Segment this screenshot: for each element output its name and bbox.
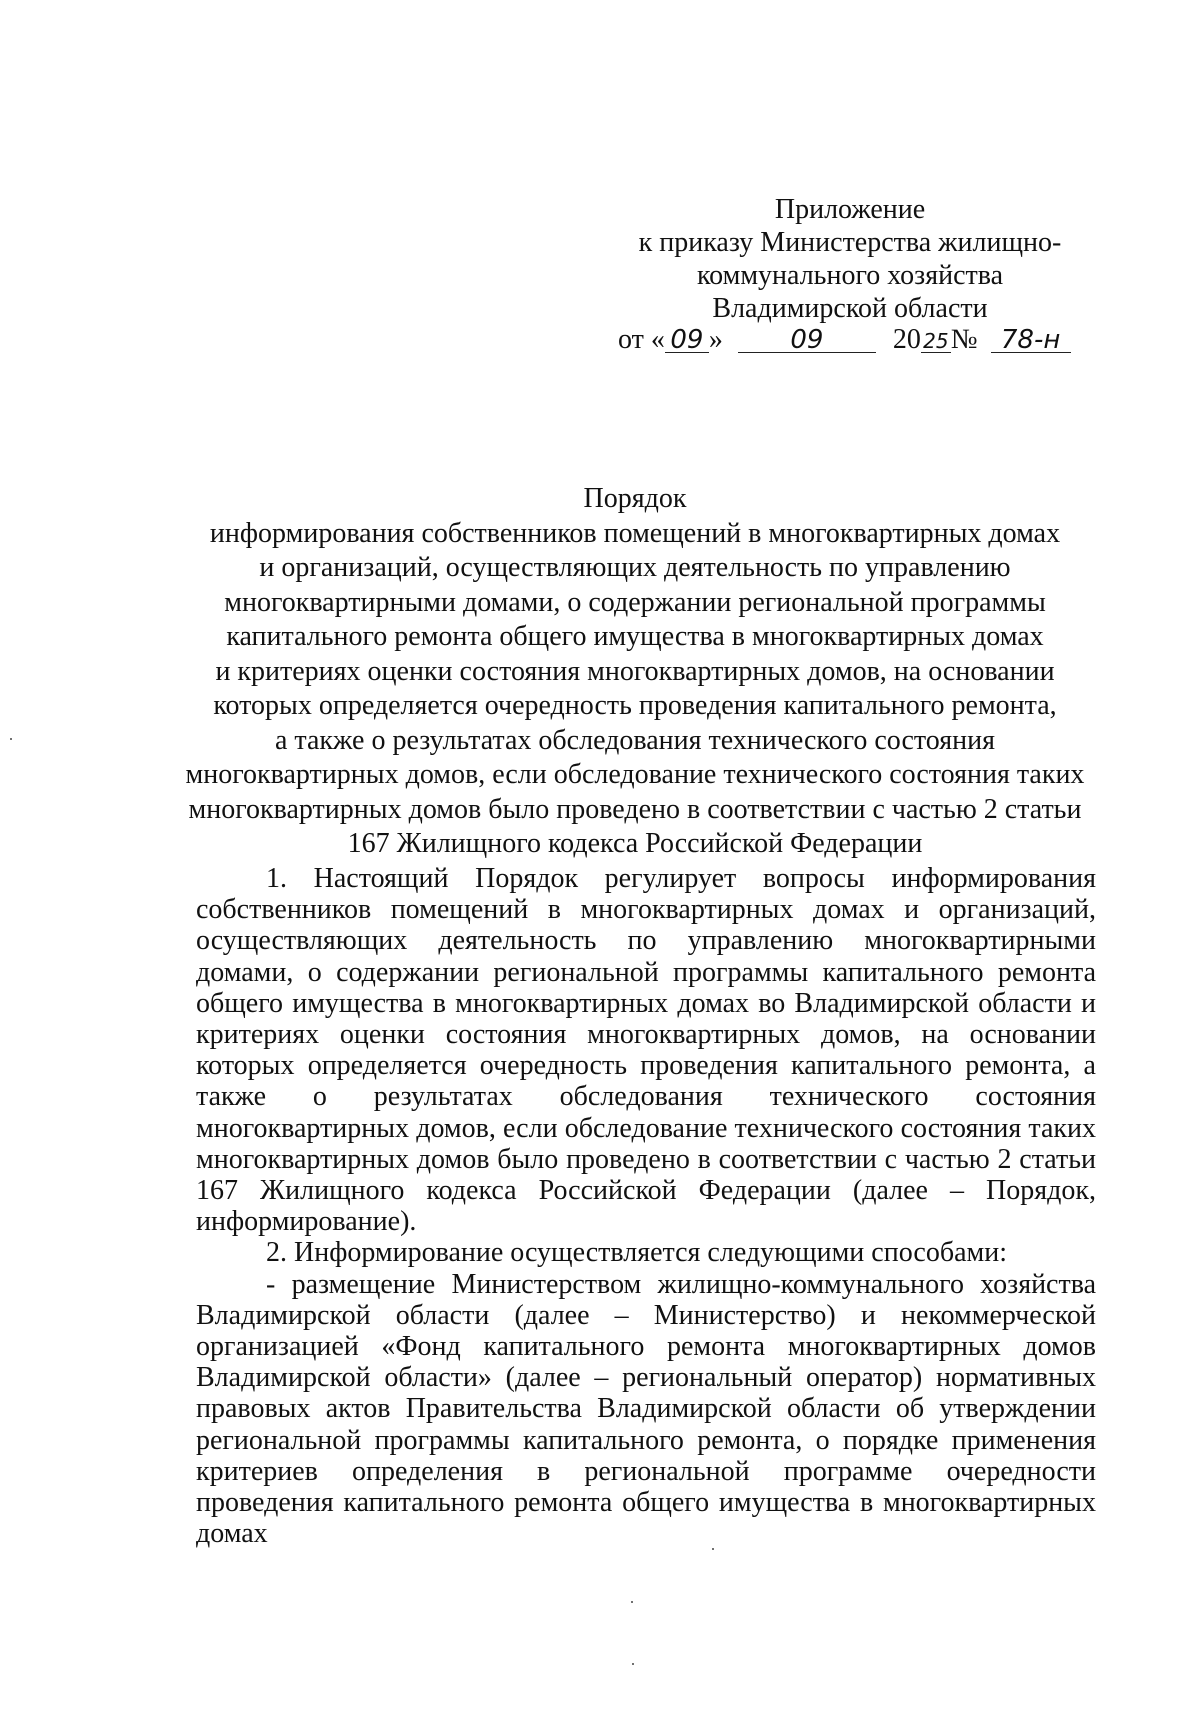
year-prefix: 20 [892, 324, 921, 355]
date-prefix: от « [618, 324, 665, 355]
order-month: 09 [790, 325, 824, 355]
title-line: а также о результатах обследования технического состояния [275, 724, 995, 756]
paragraph-1: 1. Настоящий Порядок регулирует вопросы информирования собственников помещений в многоквартирных домах и организаций, осуществляющих деятельность по управлению многоквартирными домами, о содержании региональной программы капитального ремонта общего имущества в многоквартирных домах во Владимирской области и критериях оценки состояния многоквартирных домов, на основании которых определяется очередность проведения капитального ремонта, а также о результатах обследования технического состояния многоквартирных домов, если обследование технического состояния таких многоквартирных домов было проведено в соответствии с частью 2 статьи 167 Жилищного кодекса Российской Федерации (далее – Порядок, информирование). [196, 863, 1096, 1238]
appendix-line: Владимирской области [712, 293, 988, 324]
paragraph-3: - размещение Министерством жилищно-коммунального хозяйства Владимирской области (далее – Министерство) и некоммерческой организацией «Фонд капитального ремонта многоквартирных домов Владимирской области» (далее – региональный оператор) нормативных правовых актов Правительства Владимирской области об утверждении региональной программы капитального ремонта, о порядке применения критериев определения в региональной программе очередности проведения капитального ремонта общего имущества в многоквартирных домах [196, 1268, 1096, 1550]
date-close: » [708, 324, 723, 355]
scan-speck [712, 1548, 714, 1550]
order-date-line [618, 322, 1071, 358]
title-line: многоквартирных домов, если обследование технического состояния таких [185, 759, 1085, 790]
title-line: и критериях оценки состояния многоквартирных домов, на основании [215, 655, 1055, 687]
title-line: капитального ремонта общего имущества в многоквартирных домах [226, 621, 1044, 652]
appendix-line: Приложение [774, 194, 926, 225]
scan-speck [10, 738, 12, 740]
document-title [160, 482, 1110, 862]
document-body [196, 863, 1096, 1549]
scan-speck [631, 1601, 633, 1603]
order-number: 78-н [1000, 325, 1061, 355]
appendix-line: к приказу Министерства жилищно- [638, 227, 1062, 258]
title-line: многоквартирными домами, о содержании региональной программы [224, 586, 1046, 618]
title-line: 167 Жилищного кодекса Российской Федерации [347, 828, 923, 859]
title-line: и организаций, осуществляющих деятельность по управлению [259, 552, 1011, 583]
appendix-header [590, 193, 1110, 325]
number-sign: № [950, 324, 978, 355]
title-line: информирования собственников помещений в многоквартирных домах [209, 517, 1061, 549]
title-line: которых определяется очередность проведения капитального ремонта, [213, 690, 1057, 721]
scan-speck [632, 1663, 634, 1665]
order-day: 09 [670, 325, 704, 355]
order-year: 25 [923, 329, 949, 353]
title-heading: Порядок [583, 483, 687, 514]
title-line: многоквартирных домов было проведено в соответствии с частью 2 статьи [188, 793, 1082, 825]
paragraph-2: 2. Информирование осуществляется следующими способами: [266, 1237, 1007, 1269]
appendix-line: коммунального хозяйства [696, 260, 1004, 291]
